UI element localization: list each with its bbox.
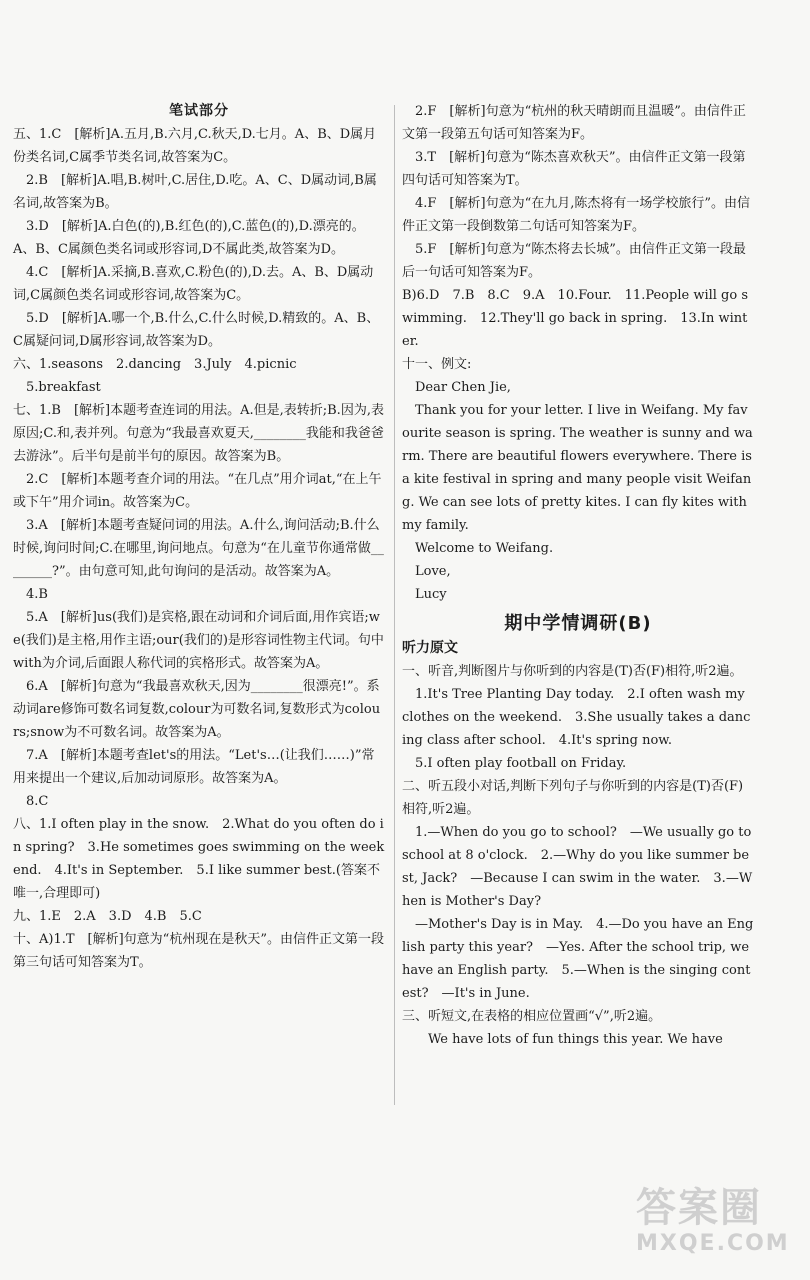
answer-line: 4.B	[13, 587, 48, 602]
answer-line: 8.C	[13, 794, 49, 809]
listening-line: We have lots of fun things this year. We have	[402, 1032, 723, 1047]
answer-line: 五、1.C [解析]A.五月,B.六月,C.秋天,D.七月。A、B、D属月份类名词,C属季节类名词,故答案为C。	[13, 127, 377, 165]
answer-line: 7.A [解析]本题考查let's的用法。“Let's…(让我们……)”常用来提出一个建议,后加动词原形。故答案为A。	[13, 748, 375, 786]
letter-line: Welcome to Weifang.	[402, 541, 554, 556]
answer-line: 3.T [解析]句意为“陈杰喜欢秋天”。由信件正文第一段第四句话可知答案为T。	[402, 150, 746, 188]
section-heading-written: 笔试部分	[169, 103, 229, 119]
listening-line: 一、听音,判断图片与你听到的内容是(T)否(F)相符,听2遍。	[402, 664, 743, 679]
listening-line: 二、听五段小对话,判断下列句子与你听到的内容是(T)否(F)相符,听2遍。	[402, 779, 744, 817]
answer-line: 2.B [解析]A.唱,B.树叶,C.居住,D.吃。A、C、D属动词,B属名词,故答案为B。	[13, 173, 377, 211]
watermark-cn: 答案圈	[636, 1185, 762, 1231]
listening-line: 5.I often play football on Friday.	[402, 756, 627, 771]
listening-line: 三、听短文,在表格的相应位置画“√”,听2遍。	[402, 1009, 662, 1024]
left-column	[13, 100, 385, 974]
column-divider	[394, 105, 395, 1105]
letter-line: Lucy	[402, 587, 447, 602]
answer-line: 2.C [解析]本题考查介词的用法。“在几点”用介词at,“在上午或下午”用介词in。故答案为C。	[13, 472, 382, 510]
answer-line: 七、1.B [解析]本题考查连词的用法。A.但是,表转折;B.因为,表原因;C.和,表并列。句意为“我最喜欢夏天,________我能和我爸爸去游泳”。后半句是前半句的原因。故答案为B。	[13, 403, 384, 464]
listening-line: —Mother's Day is in May. 4.—Do you have an English party this year? —Yes. After the school trip, we have an English party. 5.—When is the singing contest? —It's in June.	[402, 917, 754, 1001]
answer-line: 5.D [解析]A.哪一个,B.什么,C.什么时候,D.精致的。A、B、C属疑问词,D属形容词,故答案为D。	[13, 311, 380, 349]
answer-line: 3.A [解析]本题考查疑问词的用法。A.什么,询问活动;B.什么时候,询问时间;C.在哪里,询问地点。句意为“在儿童节你通常做________?”。由句意可知,此句询问的是活动。故答案为A。	[13, 518, 384, 579]
listening-line: 1.—When do you go to school? —We usually go to school at 8 o'clock. 2.—Why do you like summer best, Jack? —Because I can swim in the water. 3.—When is Mother's Day?	[402, 825, 753, 909]
answer-line: 十一、例文:	[402, 357, 472, 372]
watermark-url: MXQE.COM	[636, 1231, 790, 1256]
listening-script-title: 听力原文	[402, 640, 458, 656]
answer-line: 5.A [解析]us(我们)是宾格,跟在动词和介词后面,用作宾语;we(我们)是主格,用作主语;our(我们的)是形容词性物主代词。句中with为介词,后面跟人称代词的宾格形式。故答案为A。	[13, 610, 384, 671]
site-watermark	[636, 1185, 790, 1270]
answer-line: 六、1.seasons 2.dancing 3.July 4.picnic	[13, 357, 297, 372]
answer-line: 6.A [解析]句意为“我最喜欢秋天,因为________很漂亮!”。系动词are修饰可数名词复数,colour为可数名词,复数形式为colours;snow为不可数名词。故答案为A。	[13, 679, 381, 740]
answer-line: 4.C [解析]A.采摘,B.喜欢,C.粉色(的),D.去。A、B、D属动词,C属颜色类名词或形容词,故答案为C。	[13, 265, 374, 303]
answer-line: 4.F [解析]句意为“在九月,陈杰将有一场学校旅行”。由信件正文第一段倒数第二句话可知答案为F。	[402, 196, 750, 234]
answer-line: 3.D [解析]A.白色(的),B.红色(的),C.蓝色(的),D.漂亮的。A、B、C属颜色类名词或形容词,D不属此类,故答案为D。	[13, 219, 365, 257]
answer-line: B)6.D 7.B 8.C 9.A 10.Four. 11.People will go swimming. 12.They'll go back in spring. 13.In winter.	[402, 288, 748, 349]
answer-line: 2.F [解析]句意为“杭州的秋天晴朗而且温暖”。由信件正文第一段第五句话可知答案为F。	[402, 104, 746, 142]
answer-line: 八、1.I often play in the snow. 2.What do you often do in spring? 3.He sometimes goes swimming on the weekend. 4.It's in September. 5.I like summer best.(答案不唯一,合理即可)	[13, 817, 385, 901]
section-title-midterm: 期中学情调研(B)	[504, 613, 652, 634]
answer-line: 十、A)1.T [解析]句意为“杭州现在是秋天”。由信件正文第一段第三句话可知答案为T。	[13, 932, 384, 970]
letter-line: Love,	[402, 564, 451, 579]
letter-line: Thank you for your letter. I live in Weifang. My favourite season is spring. The weather is sunny and warm. There are beautiful flowers everywhere. There is a kite festival in spring and many people visit Weifang. We can see lots of pretty kites. I can fly kites with my family.	[402, 403, 753, 533]
answer-line: 5.F [解析]句意为“陈杰将去长城”。由信件正文第一段最后一句话可知答案为F。	[402, 242, 746, 280]
listening-line: 1.It's Tree Planting Day today. 2.I often wash my clothes on the weekend. 3.She usually takes a dancing class after school. 4.It's spring now.	[402, 687, 751, 748]
right-column	[402, 100, 754, 1051]
answer-line: 5.breakfast	[13, 380, 101, 395]
letter-line: Dear Chen Jie,	[402, 380, 511, 395]
answer-line: 九、1.E 2.A 3.D 4.B 5.C	[13, 909, 202, 924]
